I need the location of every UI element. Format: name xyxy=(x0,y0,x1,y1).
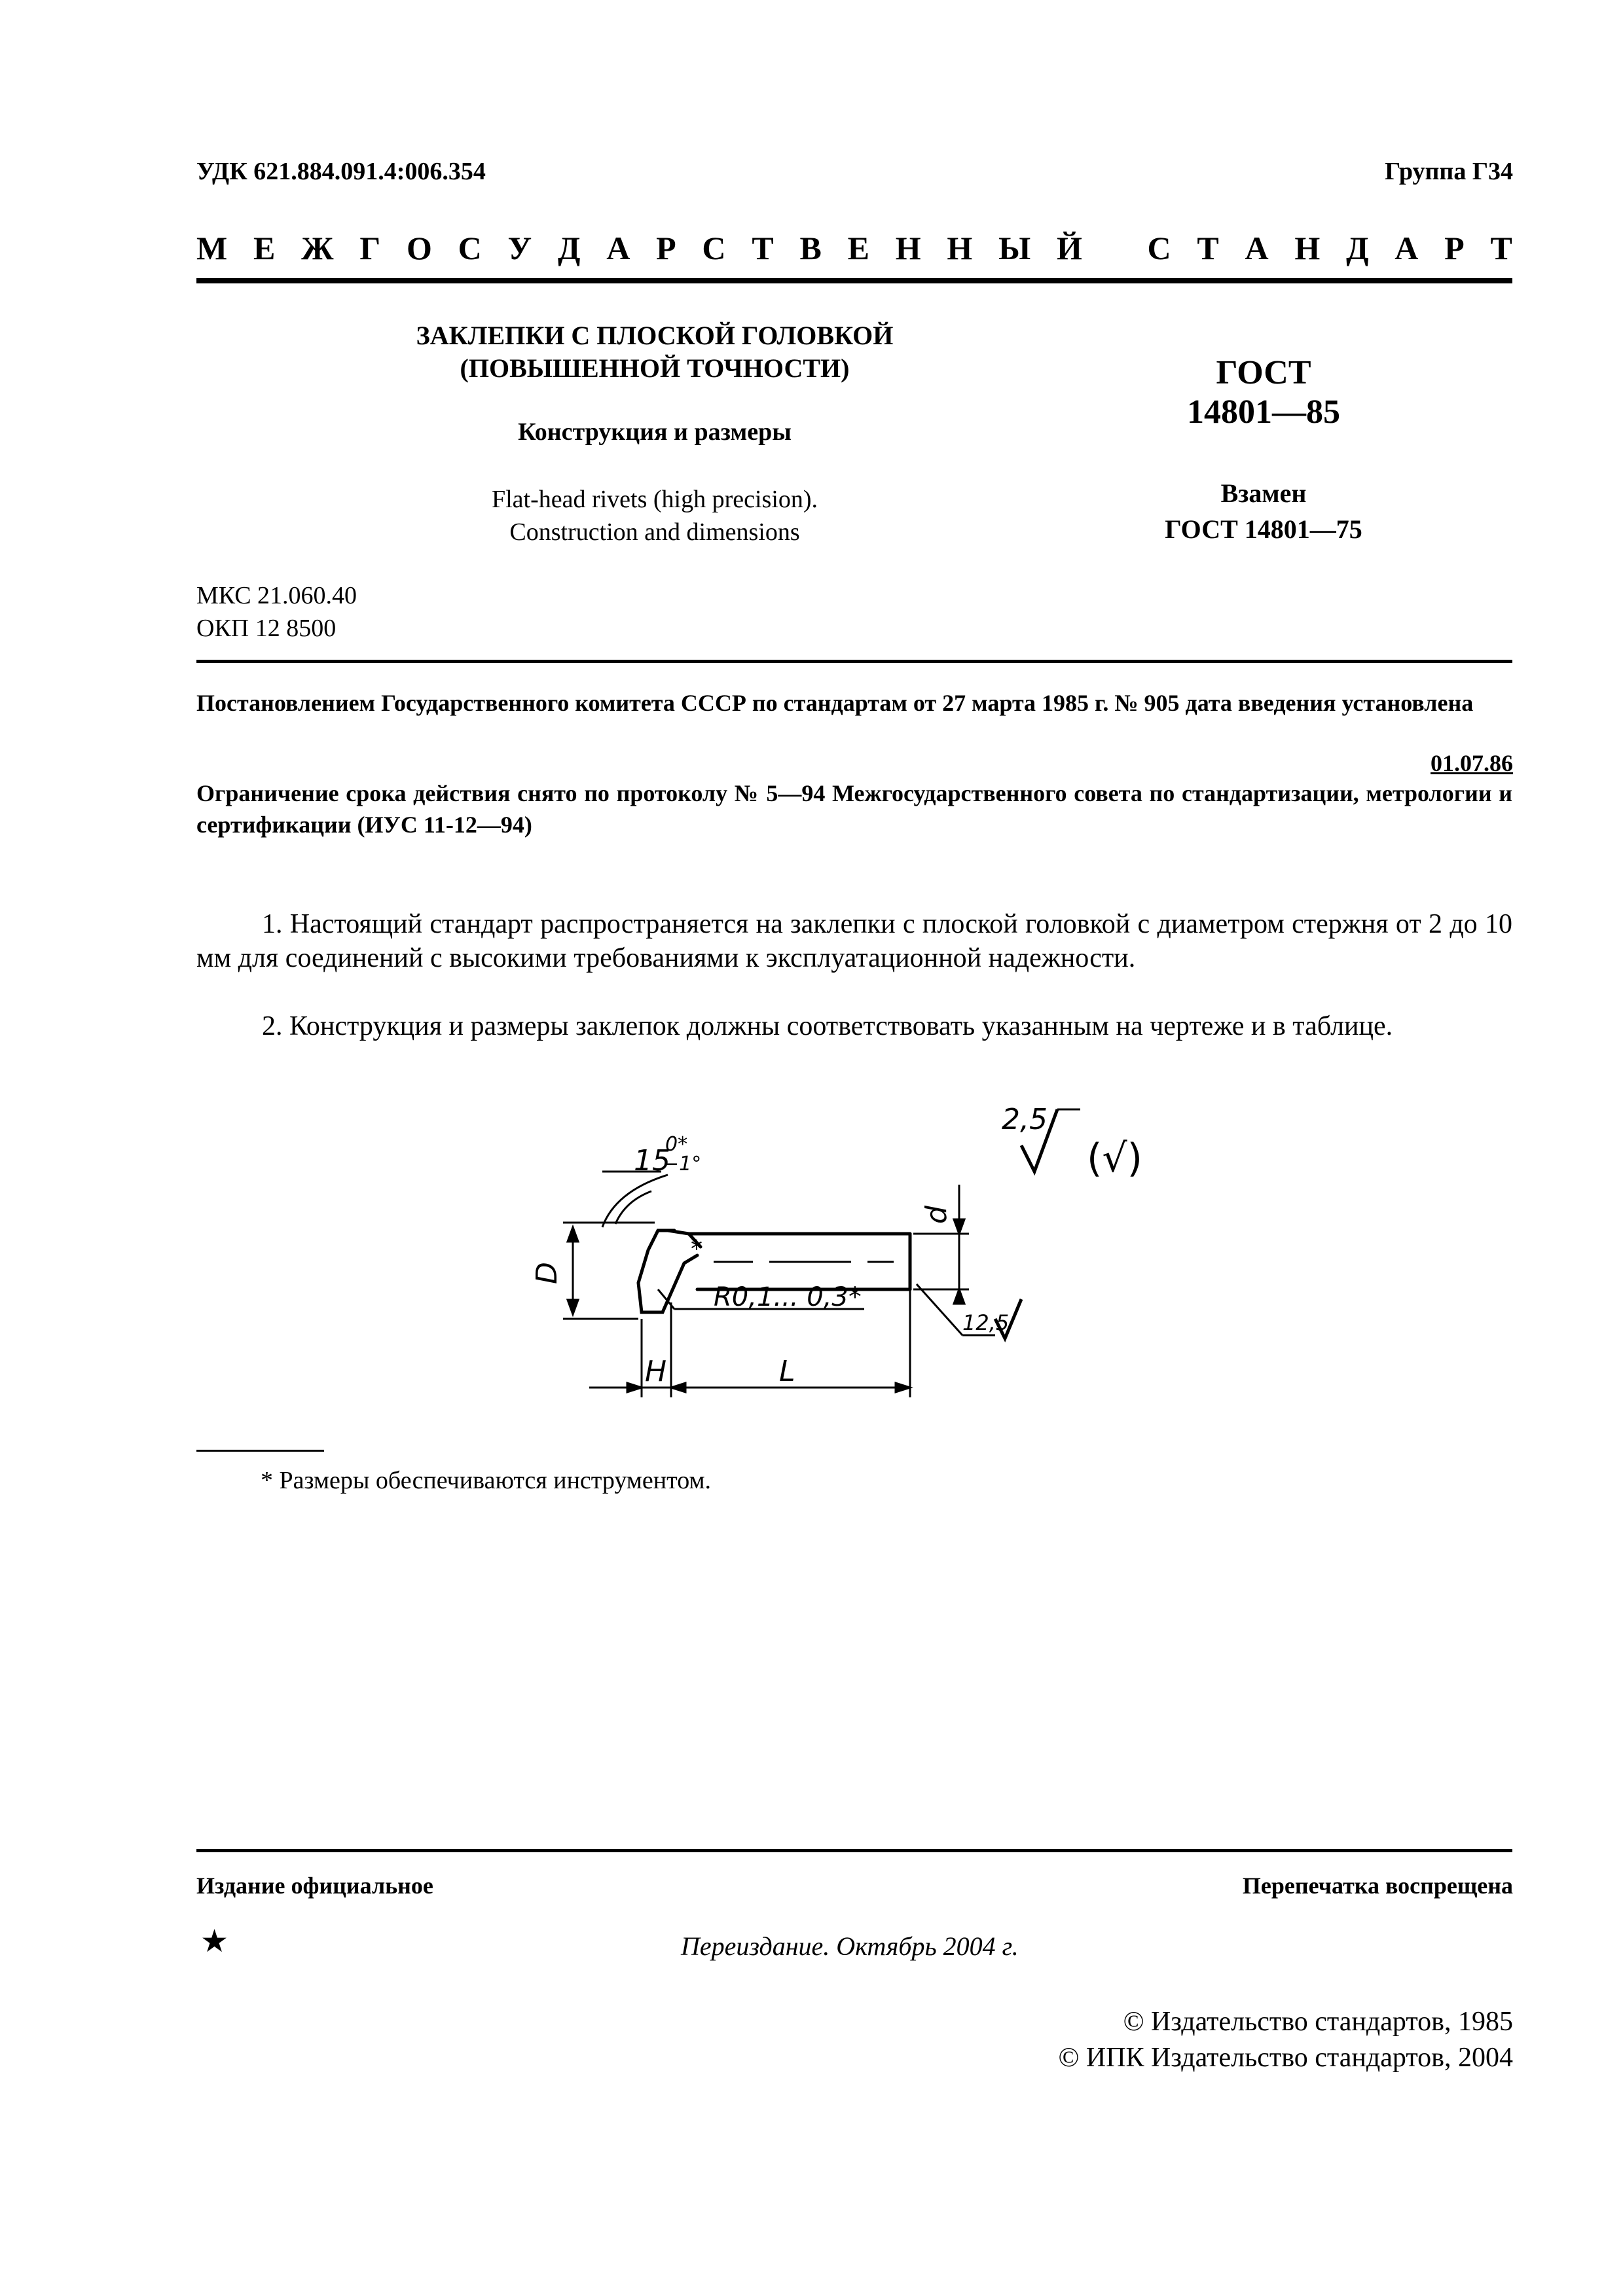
banner xyxy=(196,229,1512,267)
banner-letter: А xyxy=(1245,230,1269,266)
banner-letter: С xyxy=(702,230,726,266)
decree-date: 01.07.86 xyxy=(1431,750,1513,776)
reprint-prohibited: Перепечатка воспрещена xyxy=(1242,1873,1513,1899)
banner-letter: Й xyxy=(1057,230,1082,266)
end-roughness-leader xyxy=(917,1284,962,1335)
angle-value: 15 xyxy=(634,1144,670,1177)
label-d: d xyxy=(920,1206,953,1224)
copyright-2004: © ИПК Издательство стандартов, 2004 xyxy=(1058,2043,1513,2073)
okp-code: ОКП 12 8500 xyxy=(196,615,337,642)
banner-letter: Р xyxy=(656,230,676,266)
angle-leader xyxy=(602,1175,668,1227)
banner-letter: Н xyxy=(947,230,973,266)
banner-letter: Е xyxy=(253,230,276,266)
title-line2: (ПОВЫШЕННОЙ ТОЧНОСТИ) xyxy=(460,353,850,383)
head-star: * xyxy=(691,1236,702,1263)
mks-code: МКС 21.060.40 xyxy=(196,582,357,609)
banner-letter: Т xyxy=(752,230,774,266)
replaces-label: Взамен xyxy=(1220,478,1307,508)
banner-letter: У xyxy=(507,230,532,266)
gost-number: 14801—85 xyxy=(1187,393,1340,431)
banner-letter: Ы xyxy=(998,230,1031,266)
label-L: L xyxy=(779,1355,795,1388)
official-edition: Издание официальное xyxy=(196,1873,433,1899)
title-en-line1: Flat-head rivets (high precision). xyxy=(491,486,818,513)
footnote-rule xyxy=(196,1450,324,1452)
roughness-paren: (√) xyxy=(1087,1136,1143,1181)
banner-letter: Д xyxy=(1346,230,1369,266)
banner-letter: С xyxy=(1147,230,1171,266)
banner-letter: Д xyxy=(558,230,581,266)
angle-arc xyxy=(615,1191,651,1224)
banner-letter: Т xyxy=(1197,230,1219,266)
group-code: Группа Г34 xyxy=(1385,158,1513,185)
rivet-drawing xyxy=(511,1093,1205,1433)
label-D: D xyxy=(530,1262,564,1284)
banner-letter: Т xyxy=(1490,230,1512,266)
reissue-note: Переиздание. Октябрь 2004 г. xyxy=(681,1931,1019,1961)
banner-letter: О xyxy=(406,230,432,266)
footer-rule xyxy=(196,1849,1512,1852)
banner-letter: В xyxy=(799,230,822,266)
banner-letter: С xyxy=(458,230,482,266)
banner-letter: Г xyxy=(359,230,381,266)
section-rule xyxy=(196,660,1512,663)
footnote: * Размеры обеспечиваются инструментом. xyxy=(261,1467,712,1494)
angle-tol-upper: 0* xyxy=(665,1133,688,1156)
title-line1: ЗАКЛЕПКИ С ПЛОСКОЙ ГОЛОВКОЙ xyxy=(416,321,894,350)
banner-letter: М xyxy=(196,230,228,266)
title-subtitle: Конструкция и размеры xyxy=(518,418,792,446)
banner-letter: Р xyxy=(1444,230,1465,266)
banner-letter: Н xyxy=(895,230,921,266)
paragraph-1: 1. Настоящий стандарт распространяется на заклепки с плоской головкой с диаметром стержня от 2 до 10 мм для соединений с высокими требованиями к эксплуатационной надежности. xyxy=(196,909,1512,973)
radius-label: R0,1... 0,3* xyxy=(714,1282,862,1312)
banner-letter: Е xyxy=(847,230,869,266)
banner-letter: Н xyxy=(1294,230,1321,266)
label-H: H xyxy=(645,1355,667,1388)
banner-letter: Ж xyxy=(301,230,334,266)
copyright-1985: © Издательство стандартов, 1985 xyxy=(1123,2007,1513,2037)
title-en-line2: Construction and dimensions xyxy=(509,518,800,546)
paragraph-2: 2. Конструкция и размеры заклепок должны соответствовать указанным на чертеже и в таблице. xyxy=(262,1011,1393,1041)
banner-rule xyxy=(196,278,1512,283)
limitation-text: Ограничение срока действия снято по протоколу № 5—94 Межгосударственного совета по стандартизации, метрологии и сертификации (ИУС 11-12—94) xyxy=(196,780,1512,838)
replaces-gost: ГОСТ 14801—75 xyxy=(1165,514,1362,544)
roughness-main-value: 2,5 xyxy=(1002,1103,1048,1136)
udk-code: УДК 621.884.091.4:006.354 xyxy=(196,158,486,185)
angle-tol-lower: −1° xyxy=(663,1153,702,1175)
star-icon: ★ xyxy=(200,1923,229,1960)
gost-label: ГОСТ xyxy=(1216,354,1311,391)
banner-letter: А xyxy=(1395,230,1419,266)
decree-text: Постановлением Государственного комитета СССР по стандартам от 27 марта 1985 г. № 905 дата введения установлена xyxy=(196,690,1474,716)
banner-gap xyxy=(1108,229,1122,267)
banner-letter: А xyxy=(606,230,630,266)
roughness-end-value: 12,5 xyxy=(962,1310,1010,1335)
